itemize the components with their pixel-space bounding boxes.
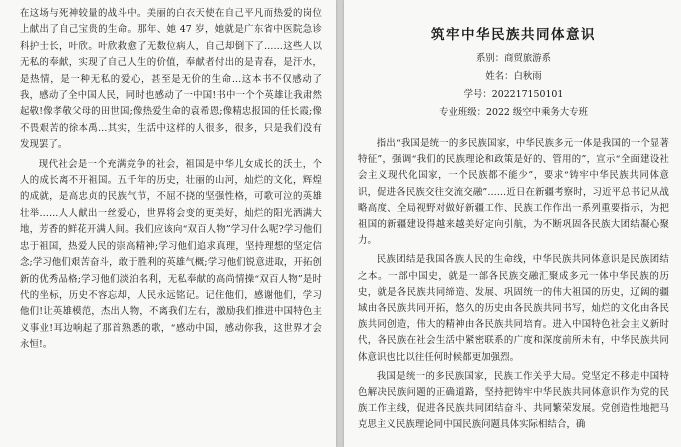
left-paragraph-2: 现代社会是一个充满竞争的社会，祖国是中华儿女成长的沃土，个人的成长离不开祖国。五千年的历史，壮丽的山河，灿烂的文化，辉煌的成就，是高忠贞的民族气节，不屈不挠的坚强性格，可歌可泣的英雄壮举……人人献出一丝爱心，世界将会变的更美好，灿烂的阳光洒满大地，芳香的鲜花开满人间。我们应该向“双百人物”学习什么呢?学习他们忠于祖国，热爱人民的崇高精神;学习他们追求真理，坚持理想的坚定信念;学习他们艰苦奋斗，敢于胜利的英雄气概;学习他们锐意进取，开拓创新的优秀品格;学习他们淡泊名利，无私奉献的高尚情操“双百人物”是时代的坐标，历史不容忘却，人民永远铭记。记住他们，感谢他们，学习他们!让英雄模范，杰出人物，不离我们左右，激励我们推进中国特色主义事业!耳边响起了那首熟悉的歌，“感动中国，感动你我，这世界才会永恒!。 — [20, 158, 322, 351]
class-line: 专业班级：2022 级空中乘务大专班 — [439, 107, 588, 118]
essay-title: 筑牢中华民族共同体意识 — [431, 27, 596, 43]
left-paragraph-1: 在这场与死神较量的战斗中。美丽的白衣天使在自己平凡而热爱的岗位上献出了自己宝贵的生命。那年、她 47 岁，她就是广东省中医院急诊科护士长，叶欣。叶欣救愈了无数位病人，自己却倒下了……这些人以无私的奉献，实现了自己人生的价值，奉献者付出的是青春，是汗水，是热情，是一种无私的爱心，甚至是无价的生命…这本书不仅感动了我，感动了全中国人民，同时也感动了一中国!书中一个个英雄让我肃然起敬!像孝敬父母的田世国;像热爱生命的袁希恩;像精忠报国的任长霞;像不畏艰苦的徐本禹…其实，生活中这样的人很多，很多，只是我们没有发现罢了。 — [20, 8, 322, 151]
student-id-line: 学号：202217150101 — [463, 89, 564, 100]
right-paragraph-3: 我国是统一的多民族国家，民族工作关乎大局。党坚定不移走中国特色解决民族问题的正确道路，坚持把铸牢中华民族共同体意识作为党的民族工作主线，促进各民族共同团结奋斗、共同繁荣发展。党创造性地把马克思主义民族理论同中国民族问题具体实际相结合，确 — [358, 370, 669, 431]
right-paragraph-1: 指出“我国是统一的多民族国家，中华民族多元一体是我国的一个显著特征”，强调“我们的民族理论和政策是好的、管用的”，宣示“全面建设社会主义现代化国家，一个民族都不能少”，要求“铸牢中华民族共同体意识，促进各民族交往交流交融”……近日在新疆考察时，习近平总书记从战略高度、全局视野对做好新疆工作、民族工作作出一系列重要指示，为把祖国的新疆建设得越来越美好定向引航，为不断巩固各民族大团结凝心聚力。 — [358, 138, 669, 247]
right-document-page — [344, 0, 681, 447]
department-line: 系别：商贸旅游系 — [475, 53, 551, 64]
left-document-page — [0, 0, 336, 447]
name-line: 姓名：白秋雨 — [485, 71, 542, 82]
author-info-block — [358, 50, 669, 122]
right-paragraph-2: 民族团结是我国各族人民的生命线，中华民族共同体意识是民族团结之本。一部中国史，就是一部各民族交融汇聚成多元一体中华民族的历史，就是各民族共同缔造、发展、巩固统一的伟大祖国的历史，辽阔的疆域由各民族共同开拓，悠久的历史由各民族共同书写，灿烂的文化由各民族共同创造，伟大的精神由各民族共同培育。进入中国特色社会主义新时代，各民族在社会生活中紧密联系的广度和深度前所未有，中华民族共同体意识也比以往任何时候都更加强烈。 — [358, 254, 669, 363]
